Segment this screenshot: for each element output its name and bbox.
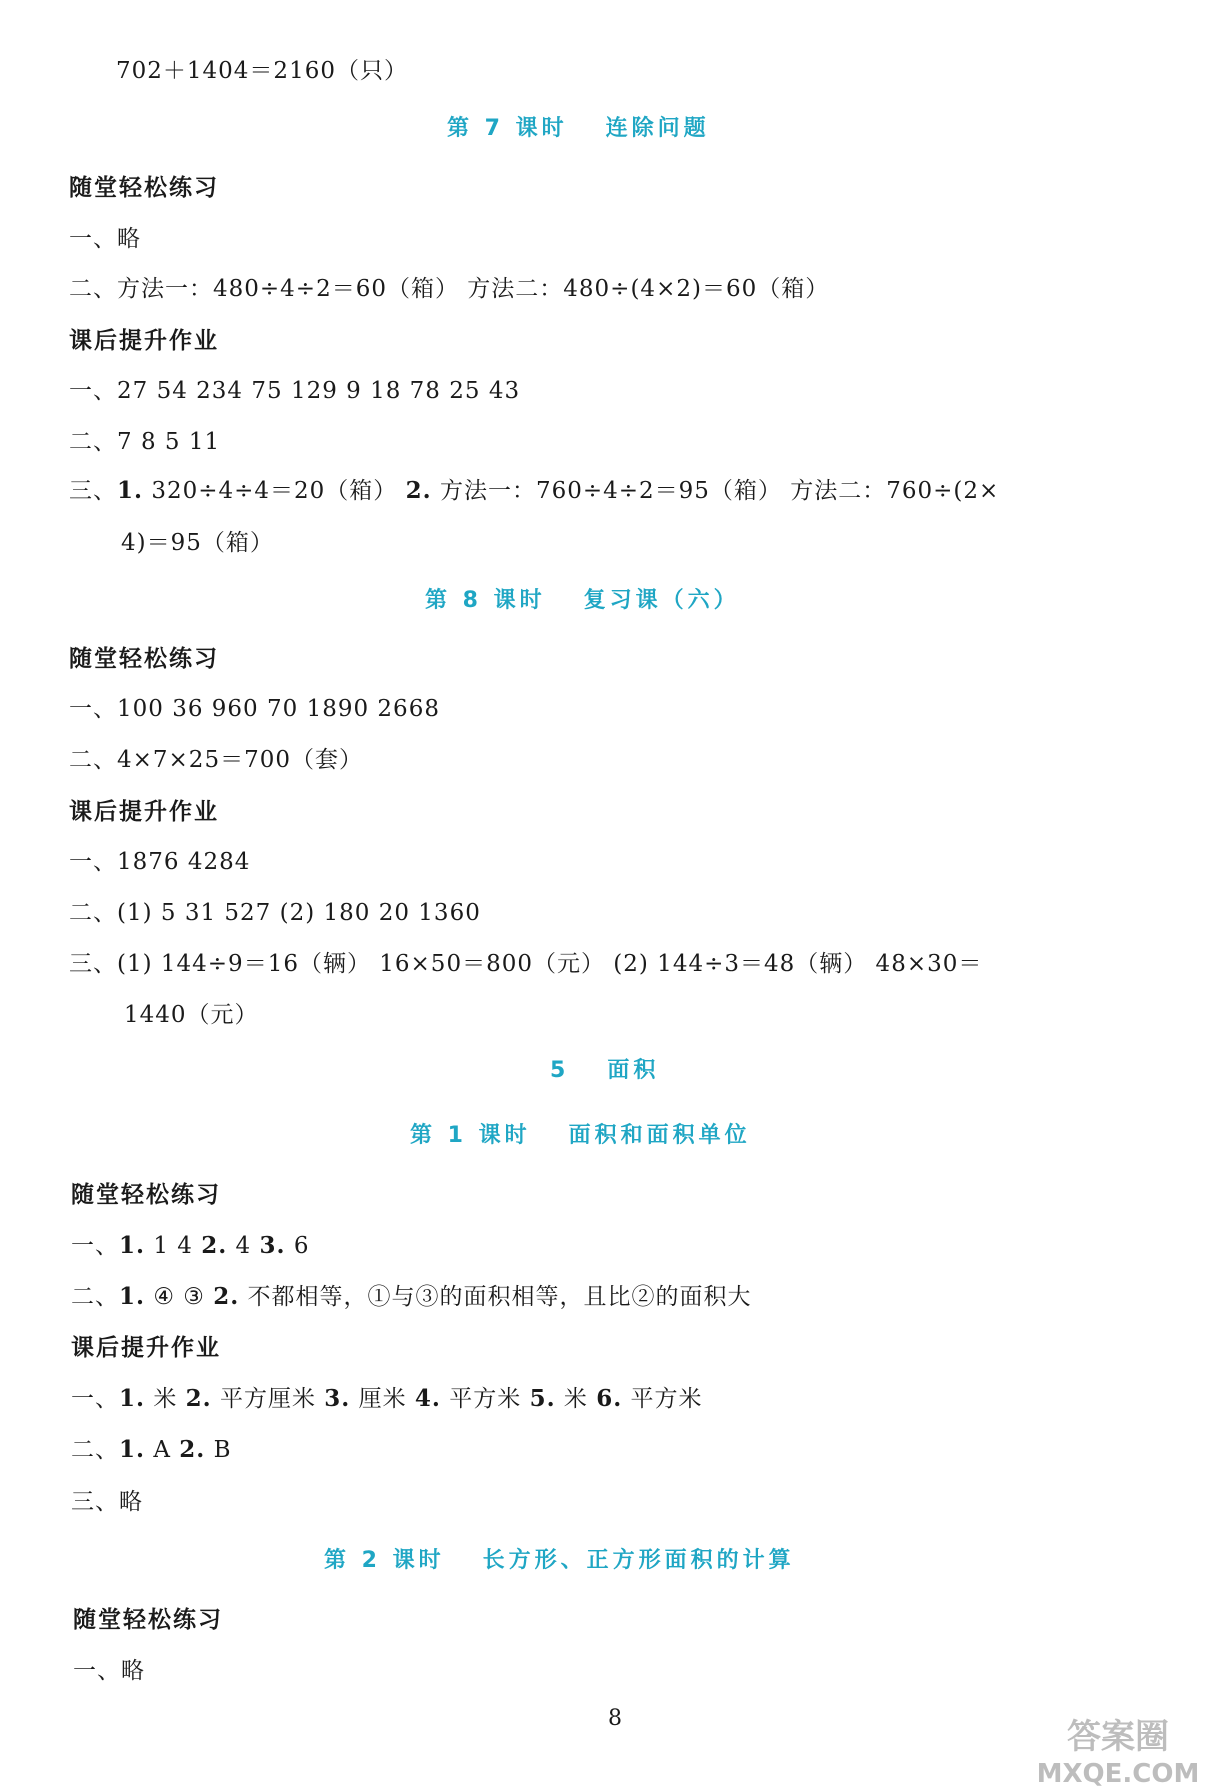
unit-number: 5 (550, 1058, 570, 1083)
answer-prefix: 一、 (71, 1233, 119, 1259)
answer-text: 方法一：760÷4÷2＝95（箱） 方法二：760÷(2× (431, 478, 1000, 504)
answer-text: 厘米 (350, 1386, 415, 1412)
answer-line (71, 1435, 231, 1465)
answer-text: B (205, 1437, 232, 1463)
lesson-number: 第 7 课时 (447, 116, 568, 141)
item-number: 2. (201, 1232, 228, 1259)
answer-line: 二、7 8 5 11 (69, 429, 221, 455)
answer-text: 平方米 (440, 1386, 530, 1412)
item-number: 1. (119, 1436, 146, 1463)
answer-line (69, 476, 999, 506)
lesson-8-heading (425, 586, 740, 616)
answer-text: 4 (227, 1233, 260, 1259)
item-number: 1. (119, 1232, 146, 1259)
answer-line: 二、(1) 5 31 527 (2) 180 20 1360 (69, 900, 481, 926)
watermark-text: 答案圈 (1067, 1717, 1169, 1757)
unit-heading (550, 1056, 659, 1086)
answer-prefix: 二、 (71, 1437, 119, 1463)
answer-line: 一、100 36 960 70 1890 2668 (69, 696, 440, 722)
watermark-site: MXQE.COM (1036, 1759, 1200, 1788)
answer-prefix: 三、 (69, 478, 117, 504)
answer-text: A (145, 1437, 180, 1463)
section-title: 随堂轻松练习 (71, 1182, 221, 1208)
answer-line: 一、略 (69, 226, 141, 252)
item-number: 3. (324, 1385, 351, 1412)
answer-line (71, 1384, 703, 1414)
answer-line: 1440（元） (124, 1002, 259, 1028)
lesson-1-heading (410, 1121, 751, 1151)
item-number: 2. (213, 1283, 240, 1310)
answer-text: 不都相等，①与③的面积相等，且比②的面积大 (239, 1284, 752, 1310)
section-title: 课后提升作业 (71, 1335, 221, 1361)
answer-text: 米 (555, 1386, 597, 1412)
item-number: 5. (529, 1385, 556, 1412)
item-number: 2. (185, 1385, 212, 1412)
answer-line: 三、(1) 144÷9＝16（辆） 16×50＝800（元） (2) 144÷3＝48（辆） 48×30＝ (69, 951, 983, 977)
section-title: 随堂轻松练习 (69, 175, 219, 201)
lesson-title: 连除问题 (605, 116, 710, 141)
item-number: 1. (119, 1283, 146, 1310)
lesson-7-heading (447, 114, 710, 144)
answer-line: 三、略 (71, 1489, 143, 1515)
answer-line: 二、4×7×25＝700（套） (69, 747, 363, 773)
answer-line: 4)＝95（箱） (121, 530, 274, 556)
item-number: 2. (179, 1436, 206, 1463)
item-number: 1. (119, 1385, 146, 1412)
page-number: 8 (608, 1706, 622, 1731)
answer-line: 二、方法一：480÷4÷2＝60（箱） 方法二：480÷(4×2)＝60（箱） (69, 276, 830, 302)
item-number: 4. (414, 1385, 441, 1412)
lesson-number: 第 1 课时 (410, 1123, 531, 1148)
item-number: 3. (259, 1232, 286, 1259)
lesson-2-heading (324, 1546, 795, 1576)
answer-text: 320÷4÷4＝20（箱） (143, 478, 406, 504)
answer-line: 一、27 54 234 75 129 9 18 78 25 43 (69, 378, 521, 404)
section-title: 课后提升作业 (69, 799, 219, 825)
lesson-number: 第 8 课时 (425, 588, 546, 613)
answer-text: 平方厘米 (211, 1386, 325, 1412)
item-number: 6. (596, 1385, 623, 1412)
item-number: 1. (117, 477, 144, 504)
item-number: 2. (405, 477, 432, 504)
answer-text: 6 (285, 1233, 310, 1259)
section-title: 课后提升作业 (69, 328, 219, 354)
answer-prefix: 一、 (71, 1386, 119, 1412)
answer-line (71, 1282, 752, 1312)
section-title: 随堂轻松练习 (69, 646, 219, 672)
unit-title: 面积 (607, 1058, 660, 1083)
lesson-title: 面积和面积单位 (568, 1123, 751, 1148)
answer-text: 米 (145, 1386, 186, 1412)
section-title: 随堂轻松练习 (73, 1607, 223, 1633)
answer-prefix: 二、 (71, 1284, 119, 1310)
answer-line: 一、1876 4284 (69, 849, 251, 875)
watermark-logo (1018, 1710, 1218, 1788)
lesson-title: 长方形、正方形面积的计算 (482, 1548, 795, 1573)
answer-text: 1 4 (145, 1233, 202, 1259)
answer-line (71, 1231, 309, 1261)
lesson-title: 复习课（六） (583, 588, 740, 613)
answer-text: 平方米 (622, 1386, 703, 1412)
answer-text: ④ ③ (145, 1284, 214, 1310)
answer-line: 一、略 (73, 1658, 145, 1684)
continued-answer: 702＋1404＝2160（只） (116, 58, 408, 84)
lesson-number: 第 2 课时 (324, 1548, 445, 1573)
